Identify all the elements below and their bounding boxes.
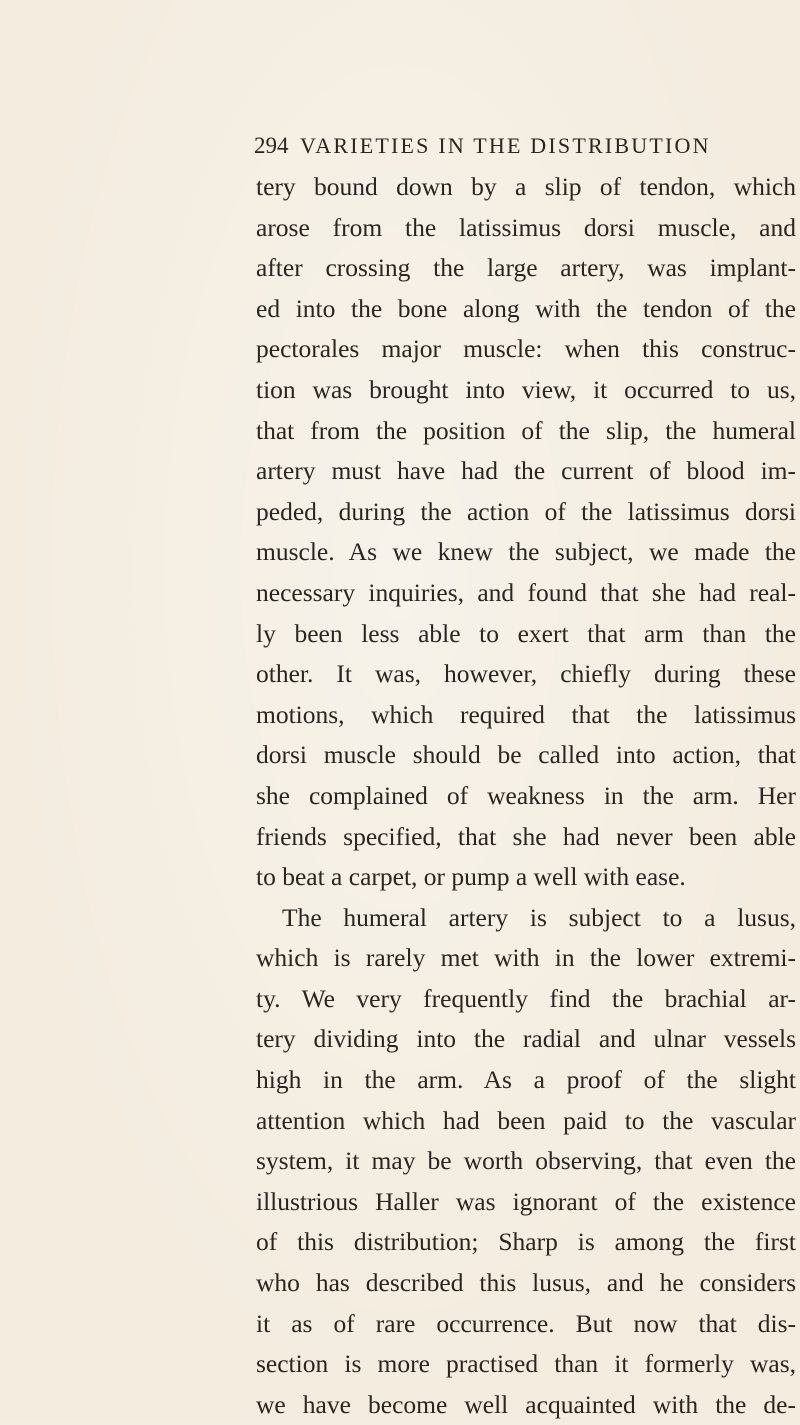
text-line: system, it may be worth observing, that even the	[256, 1146, 796, 1176]
text-line: ly been less able to exert that arm than the	[256, 618, 796, 648]
text-line: attention which had been paid to the vascular	[256, 1105, 796, 1135]
text-line: high in the arm. As a proof of the slight	[256, 1065, 796, 1095]
text-line: that from the position of the slip, the humeral	[256, 415, 796, 445]
running-head-title: VARIETIES IN THE DISTRIBUTION	[300, 133, 711, 158]
text-line: tion was brought into view, it occurred to us,	[256, 374, 796, 404]
text-line: arose from the latissimus dorsi muscle, and	[256, 212, 796, 242]
text-line: illustrious Haller was ignorant of the existence	[256, 1186, 796, 1216]
text-line: pectorales major muscle: when this construc-	[256, 334, 796, 364]
text-line: it as of rare occurrence. But now that dis-	[256, 1308, 796, 1338]
text-line: of this distribution; Sharp is among the first	[256, 1227, 796, 1257]
text-line: tery bound down by a slip of tendon, which	[256, 172, 796, 201]
text-line: ed into the bone along with the tendon of the	[256, 293, 796, 323]
text-line: tery dividing into the radial and ulnar vessels	[256, 1024, 796, 1054]
text-line: The humeral artery is subject to a lusus,	[282, 902, 796, 932]
text-line: other. It was, however, chiefly during these	[256, 659, 796, 689]
text-line: to beat a carpet, or pump a well with ease.	[256, 862, 686, 892]
text-line: she complained of weakness in the arm. Her	[256, 780, 796, 810]
text-line: artery must have had the current of blood im-	[256, 456, 796, 486]
text-line: who has described this lusus, and he considers	[256, 1268, 796, 1298]
text-line: ty. We very frequently find the brachial ar-	[256, 983, 796, 1013]
text-line: dorsi muscle should be called into action, that	[256, 740, 796, 770]
text-line: necessary inquiries, and found that she had real-	[256, 577, 796, 607]
page-number: 294	[254, 133, 289, 158]
text-line: section is more practised than it formerly was,	[256, 1349, 796, 1379]
text-line: after crossing the large artery, was implant-	[256, 253, 796, 283]
text-line: which is rarely met with in the lower extremi-	[256, 943, 796, 973]
text-line: friends specified, that she had never been able	[256, 821, 796, 851]
text-line: we have become well acquainted with the de-	[256, 1389, 796, 1419]
text-line: peded, during the action of the latissimus dorsi	[256, 496, 796, 526]
body-text	[256, 167, 796, 1425]
text-line: muscle. As we knew the subject, we made the	[256, 537, 796, 567]
text-line: motions, which required that the latissimus	[256, 699, 796, 729]
